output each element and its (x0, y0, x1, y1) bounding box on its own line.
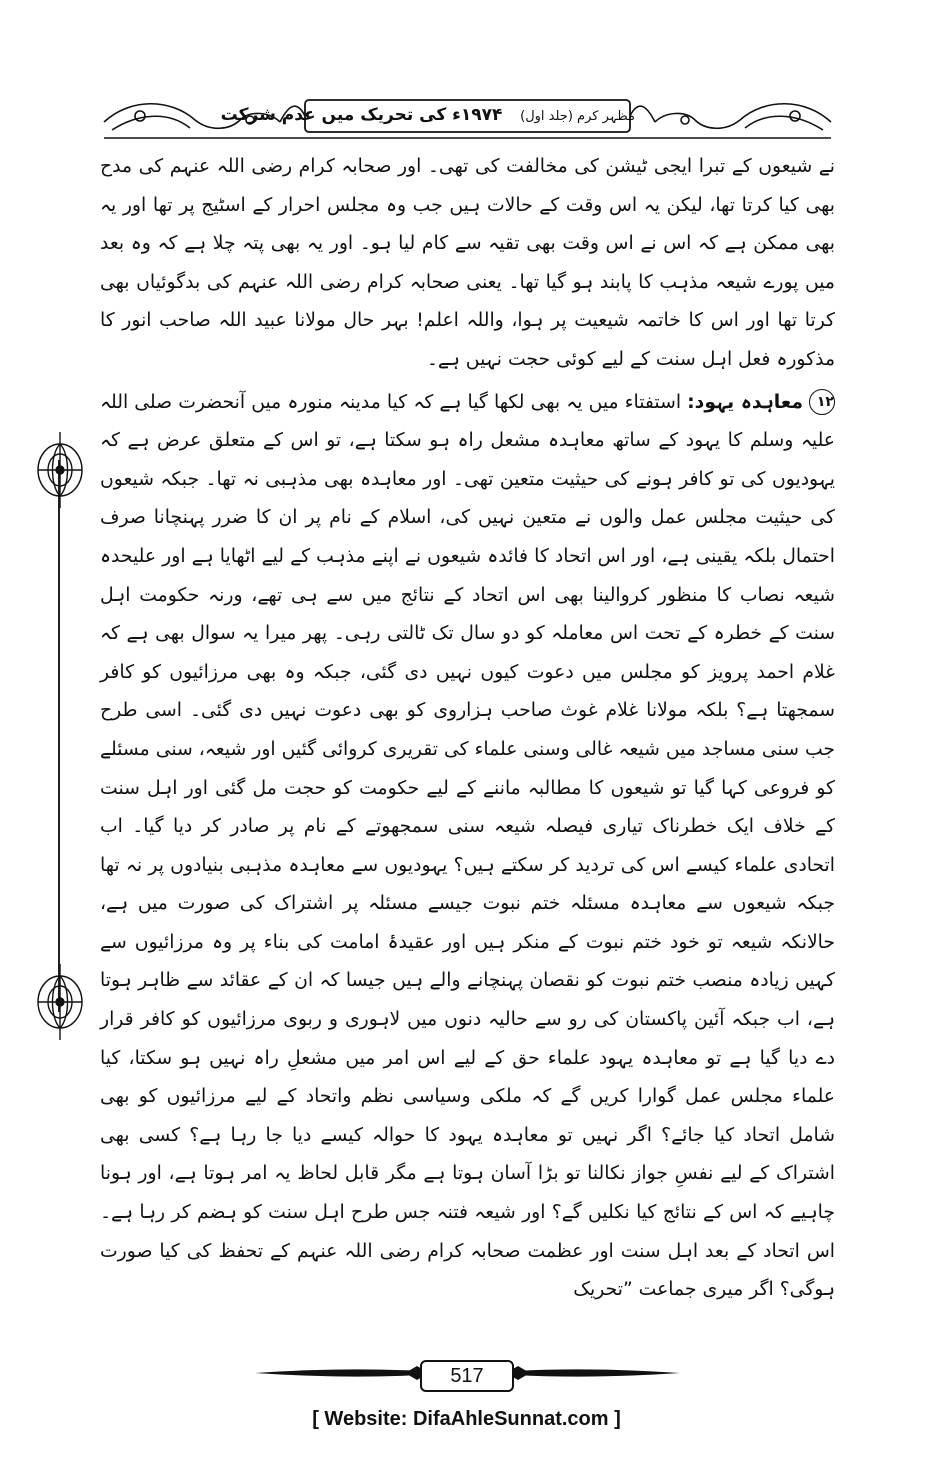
section-heading: معاہدہ یہود: (687, 391, 803, 413)
book-title: مظہر کرم (جلد اول) (520, 109, 635, 124)
margin-rule (58, 460, 60, 1012)
header-title (220, 100, 635, 130)
margin-floral-ornament-icon (32, 962, 88, 1042)
paragraph-text: استفتاء میں یہ بھی لکھا گیا ہے کہ کیا مدینہ منورہ میں آنحضرت صلی اللہ علیہ وسلم کا یہود کے ساتھ معاہدہ مشعل راہ ہو سکتا ہے، تو اس کے متعلق عرض ہے کہ یہودیوں کی تو کافر ہونے کی حیثیت متعین تھی۔ اور معاہدہ بھی مذہبی نہ تھا۔ جبکہ شیعوں کی حیثیت مجلس عمل والوں نے متعین نہیں کی، اسلام کے نام پر ان کا ضرر پہنچانا صرف احتمال بلکہ یقینی ہے، اور اس اتحاد کا فائدہ شیعوں نے اپنے مذہب کے لیے اٹھایا ہے اور علیحدہ شیعہ نصاب کا منظور کروالینا بھی اس اتحاد کے نتائج میں سے ہی تھے، ورنہ حکومت اہل سنت کے خطرہ کے تحت اس معاملہ کو دو سال تک ٹالتی رہی۔ پھر میرا یہ سوال بھی ہے کہ غلام احمد پرویز کو مجلس میں دعوت کیوں نہیں دی گئی، جبکہ وہ بھی مرزائیوں کو کافر سمجھتا ہے؟ بلکہ مولانا غلام غوث صاحب ہزاروی کو بھی دعوت نہیں دی گئی۔ اسی طرح جب سنی مساجد میں شیعہ غالی وسنی علماء کی تقریری کروائی گئیں اور شیعہ، سنی مسئلے کو فروعی کہا گیا تو شیعوں کا مطالبہ ماننے کے لیے حکومت کو حجت مل گئی اور اہل سنت کے خلاف ایک خطرناک تیاری فیصلہ شیعہ سنی سمجھوتے کے نام پر صادر کر دیا گیا۔ اب اتحادی علماء کیسے اس کی تردید کر سکتے ہیں؟ یہودیوں سے معاہدہ مذہبی بنیادوں پر نہ تھا جبکہ شیعوں سے معاہدہ مسئلہ ختم نبوت جیسے مسئلہ پر اشتراک کی صورت میں ہے، حالانکہ شیعہ تو خود ختم نبوت کے منکر ہیں اور عقیدۂ امامت کی بناء پر وہ مرزائیوں سے کہیں زیادہ منصب ختم نبوت کو نقصان پہنچانے والے ہیں جیسا کہ ان کے عقائد سے ظاہر ہوتا ہے، اب جبکہ آئین پاکستان کی رو سے حالیہ دنوں میں لاہوری و ربوی مرزائیوں کو کافر قرار دے دیا گیا ہے تو معاہدہ یہود علماء حق کے لیے اس امر میں مشعلِ راہ نہیں ہو سکتا، کیا علماء مجلس عمل گوارا کریں گے کہ ملکی وسیاسی نظم واتحاد کے لیے مرزائیوں کو بھی شامل اتحاد کیا جائے؟ اگر نہیں تو معاہدہ یہود کا حوالہ کیسے دیا جا رہا ہے؟ کسی بھی اشتراک کے لیے نفسِ جواز نکالنا تو بڑا آسان ہوتا ہے مگر قابل لحاظ یہ امر ہوتا ہے، اور ہونا چاہیے کہ اس کے نتائج کیا نکلیں گے؟ اور شیعہ فتنہ جس طرح اہل سنت کو ہضم کر رہا ہے۔ اس اتحاد کے بعد اہل سنت اور عظمت صحابہ کرام رضی اللہ عنہم کے تحفظ کی کیا صورت ہوگی؟ اگر میری جماعت ”تحریک (100, 391, 835, 1301)
section-number: ۱۲ (809, 389, 835, 415)
running-header (100, 90, 835, 142)
chapter-title: ۱۹۷۴ء کی تحریک میں عدم شرکت (220, 105, 503, 125)
margin-floral-ornament-icon (32, 430, 88, 510)
website-credit: [ Website: DifaAhleSunnat.com ] (312, 1408, 621, 1430)
paragraph: نے شیعوں کے تبرا ایجی ٹیشن کی مخالفت کی تھی۔ اور صحابہ کرام رضی اللہ عنہم کی مدح بھی کیا کرتا تھا، لیکن یہ اس وقت کے حالات ہیں جب وہ مجلس احرار کے اسٹیج پر تھا اور یہ بھی ممکن ہے کہ اس نے اس وقت بھی تقیہ سے کام لیا ہو۔ اور یہ بھی پتہ چلا ہے کہ وہ بعد میں پورے شیعہ مذہب کا پابند ہو گیا تھا۔ یعنی صحابہ کرام رضی اللہ عنہم کی بدگوئیاں بھی کرتا تھا اور اس کا خاتمہ شیعیت پر ہوا، واللہ اعلم! بہر حال مولانا عبید اللہ صاحب انور کا مذکورہ فعل اہل سنت کے لیے کوئی حجت نہیں ہے۔ (100, 156, 835, 370)
page-number: 517 (420, 1360, 514, 1392)
page-body (100, 148, 835, 1310)
paragraph (100, 384, 835, 1310)
